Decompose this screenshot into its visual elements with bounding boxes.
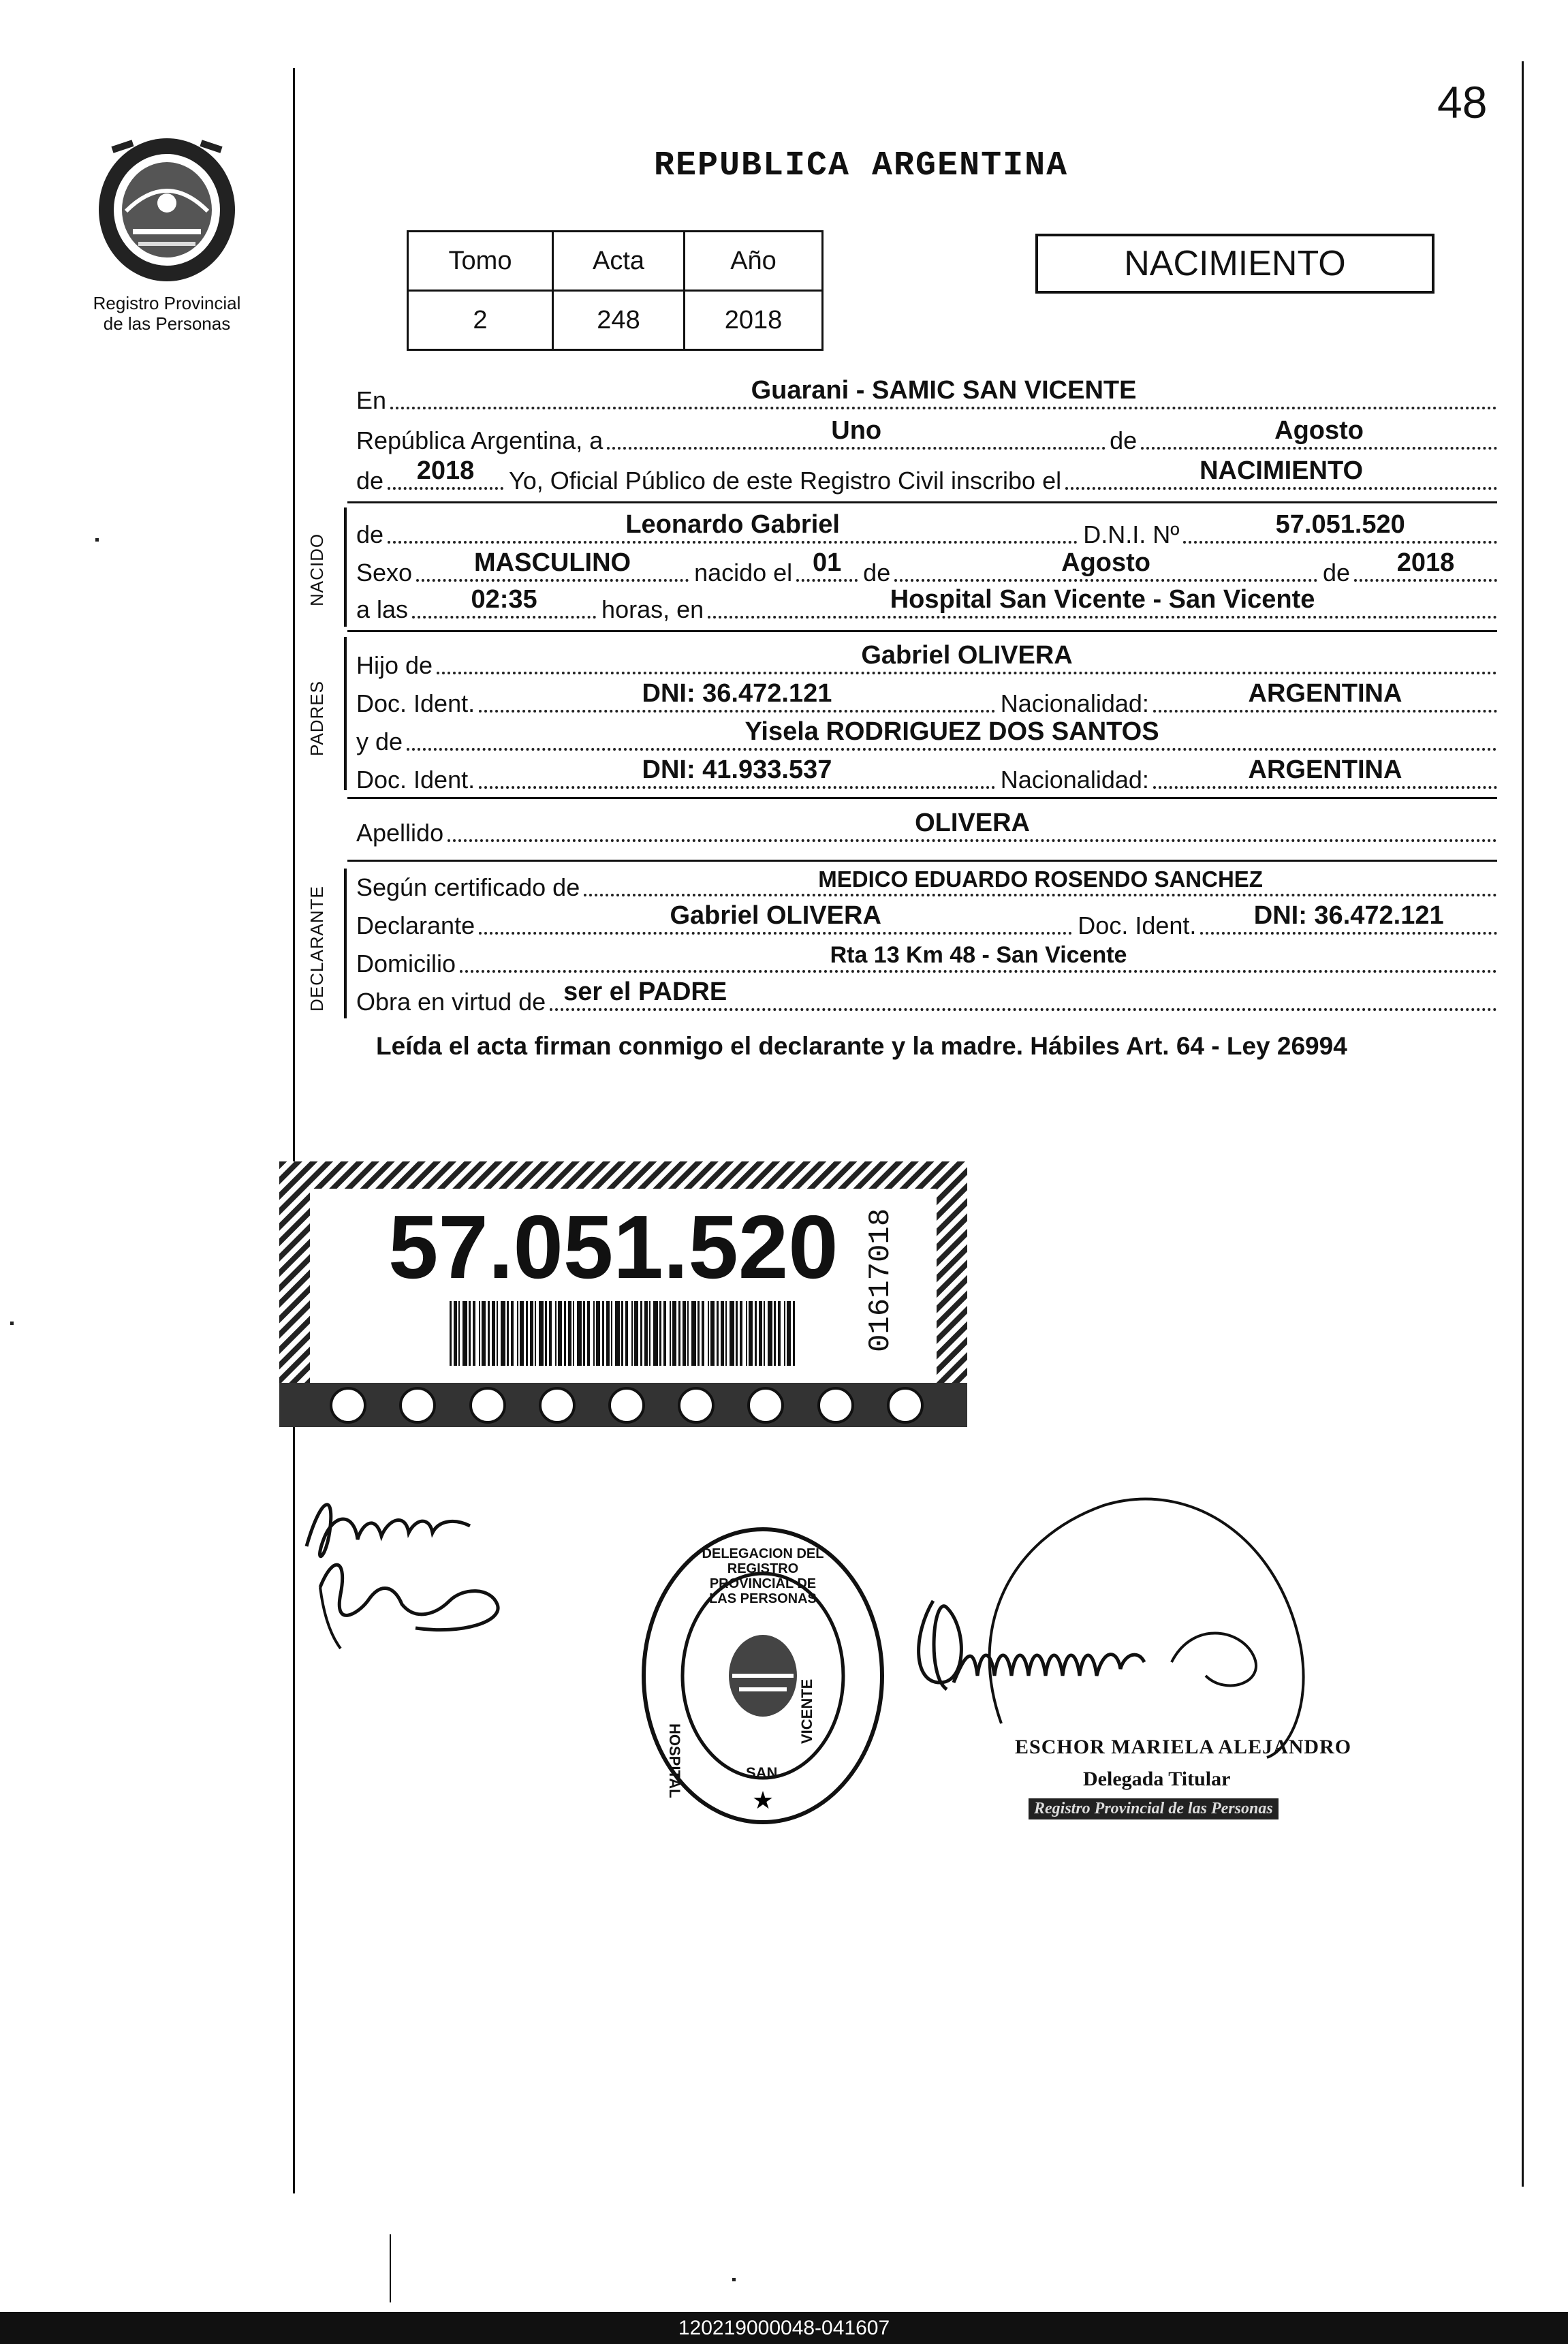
field-mother	[407, 715, 1497, 751]
section-bar-declarante	[344, 869, 347, 1018]
value-acta: 248	[553, 291, 685, 350]
barcode-bar	[793, 1301, 795, 1366]
label-de-2: de	[356, 467, 384, 495]
barcode-bar	[687, 1301, 689, 1366]
barcode-bar	[631, 1301, 633, 1366]
caption-line-2: de las Personas	[103, 313, 231, 334]
r-mark-icon	[399, 1387, 436, 1424]
barcode-bar	[717, 1301, 719, 1366]
row-declarante	[356, 903, 1497, 940]
row-certificado	[356, 865, 1497, 902]
value-tomo: 2	[408, 291, 553, 350]
value-day-word: Uno	[831, 416, 882, 445]
label-horas-en: horas, en	[601, 595, 704, 623]
value-obra: ser el PADRE	[563, 978, 727, 1006]
value-declarante: Gabriel OLIVERA	[670, 901, 881, 930]
row-en	[356, 378, 1497, 415]
label-mother-doc: Doc. Ident.	[356, 766, 475, 794]
closing-note: Leída el acta firman conmigo el declarante y la madre. Hábiles Art. 64 - Ley 26994	[376, 1032, 1347, 1060]
label-nacido-el: nacido el	[694, 559, 793, 587]
barcode-bar	[492, 1301, 495, 1366]
value-dni: 57.051.520	[1275, 510, 1405, 539]
barcode-bar	[725, 1301, 727, 1366]
sticker-r-marks	[313, 1386, 940, 1424]
value-names: Leonardo Gabriel	[625, 510, 840, 539]
field-names	[388, 508, 1078, 544]
barcode-bar	[555, 1301, 556, 1366]
barcode-bar	[644, 1301, 648, 1366]
barcode-bar	[479, 1301, 480, 1366]
barcode-bar	[697, 1301, 700, 1366]
barcode-bar	[535, 1301, 536, 1366]
scan-speck	[95, 538, 99, 542]
country-title: REPUBLICA ARGENTINA	[654, 146, 1069, 185]
row-apellido	[356, 811, 1497, 847]
row-y-de	[356, 719, 1497, 756]
section-label-declarante: DECLARANTE	[307, 886, 327, 1012]
barcode-bar	[746, 1301, 747, 1366]
r-mark-icon	[678, 1387, 715, 1424]
field-declarante	[479, 899, 1072, 935]
barcode-bar	[497, 1301, 498, 1366]
barcode-bar	[774, 1301, 776, 1366]
barcode-bar	[670, 1301, 671, 1366]
r-mark-icon	[747, 1387, 784, 1424]
barcode-bar	[511, 1301, 514, 1366]
barcode-bar	[755, 1301, 757, 1366]
label-de-1: de	[1110, 426, 1138, 454]
field-year	[388, 454, 503, 490]
barcode-bar	[702, 1301, 704, 1366]
barcode-bar	[740, 1301, 742, 1366]
barcode-bar	[611, 1301, 612, 1366]
section-bar-nacido	[344, 507, 347, 627]
value-domicilio: Rta 13 Km 48 - San Vicente	[830, 942, 1127, 968]
scan-speck	[10, 1322, 14, 1325]
seal-inner-bottom: SAN	[746, 1764, 778, 1781]
field-birth-year	[1354, 546, 1497, 582]
footer-code: 120219000048-041607	[0, 2312, 1568, 2344]
row-nacido-name	[356, 512, 1497, 549]
label-republica: República Argentina, a	[356, 426, 603, 454]
value-time: 02:35	[471, 585, 537, 614]
label-decl-doc: Doc. Ident.	[1078, 911, 1197, 939]
value-certificado: MEDICO EDUARDO ROSENDO SANCHEZ	[818, 866, 1263, 892]
header-tomo: Tomo	[408, 232, 553, 291]
barcode-bar	[708, 1301, 709, 1366]
row-hijo-de	[356, 643, 1497, 680]
barcode-bar	[625, 1301, 628, 1366]
value-father-nat: ARGENTINA	[1248, 679, 1402, 708]
field-father	[437, 639, 1497, 674]
value-year: 2018	[416, 456, 475, 485]
barcode-bar	[749, 1301, 753, 1366]
label-de: de	[356, 520, 384, 548]
barcode-bar	[526, 1301, 528, 1366]
value-birth-month: Agosto	[1061, 548, 1151, 577]
field-apellido	[448, 807, 1497, 842]
label-dni: D.N.I. Nº	[1083, 520, 1180, 548]
field-day-word	[607, 414, 1106, 450]
scan-speck	[732, 2278, 736, 2281]
value-father-doc: DNI: 36.472.121	[642, 679, 832, 708]
barcode-bar	[454, 1301, 457, 1366]
field-mother-nat	[1153, 753, 1497, 789]
barcode-bar	[587, 1301, 590, 1366]
barcode-bar	[663, 1301, 666, 1366]
barcode-bar	[649, 1301, 650, 1366]
barcode-bar	[501, 1301, 505, 1366]
barcode-bar	[784, 1301, 785, 1366]
section-label-padres: PADRES	[307, 681, 327, 756]
divider-2	[347, 630, 1497, 632]
section-label-nacido: NACIDO	[307, 533, 327, 606]
field-dni	[1183, 508, 1497, 544]
label-certificado: Según certificado de	[356, 873, 580, 901]
value-birth-place: Hospital San Vicente - San Vicente	[890, 585, 1315, 614]
barcode-bar	[482, 1301, 486, 1366]
stamp-name-line: ESCHOR MARIELA ALEJANDRO	[1015, 1736, 1352, 1758]
row-domicilio	[356, 941, 1497, 978]
value-act-word: NACIMIENTO	[1199, 456, 1364, 485]
r-mark-icon	[608, 1387, 645, 1424]
act-type-box: NACIMIENTO	[1035, 234, 1434, 294]
barcode-bar	[545, 1301, 547, 1366]
barcode-bar	[517, 1301, 518, 1366]
label-obra: Obra en virtud de	[356, 988, 546, 1016]
divider-1	[347, 501, 1497, 503]
field-birth-month	[894, 546, 1317, 582]
barcode-bar	[596, 1301, 600, 1366]
value-father: Gabriel OLIVERA	[861, 641, 1073, 670]
header-ano: Año	[685, 232, 823, 291]
label-apellido: Apellido	[356, 819, 444, 847]
field-father-nat	[1153, 677, 1497, 713]
field-day	[796, 546, 858, 582]
label-en: En	[356, 386, 387, 414]
field-birth-place	[708, 583, 1497, 619]
barcode-bar	[736, 1301, 738, 1366]
declarant-signature	[293, 1485, 518, 1669]
sticker-serial: 01617018	[864, 1208, 898, 1352]
registry-caption	[75, 293, 259, 334]
barcode-bar	[787, 1301, 791, 1366]
barcode-bar	[530, 1301, 533, 1366]
barcode-bar	[640, 1301, 642, 1366]
row-father-doc	[356, 681, 1497, 718]
field-mother-doc	[479, 753, 995, 789]
barcode-bar	[602, 1301, 604, 1366]
seal-inner-left: HOSPITAL	[666, 1723, 683, 1798]
barcode-bar	[730, 1301, 734, 1366]
field-father-doc	[479, 677, 995, 713]
row-obra	[356, 980, 1497, 1016]
r-mark-icon	[469, 1387, 506, 1424]
header-acta: Acta	[553, 232, 685, 291]
field-domicilio	[460, 937, 1497, 973]
barcode-bar	[469, 1301, 471, 1366]
field-time	[412, 583, 596, 619]
label-mother-nat: Nacionalidad:	[1000, 766, 1149, 794]
r-mark-icon	[817, 1387, 854, 1424]
stamp-role-line: Delegada Titular	[1083, 1768, 1231, 1790]
barcode-bar	[691, 1301, 696, 1366]
label-father-doc: Doc. Ident.	[356, 689, 475, 717]
value-decl-doc: DNI: 36.472.121	[1253, 901, 1444, 930]
province-emblem-icon	[85, 129, 249, 286]
barcode-bar	[659, 1301, 661, 1366]
field-place	[390, 374, 1497, 409]
field-act-word	[1065, 454, 1497, 490]
label-a-las: a las	[356, 595, 409, 623]
value-place: Guarani - SAMIC SAN VICENTE	[751, 376, 1137, 405]
row-republica	[356, 418, 1497, 455]
barcode-bar	[473, 1301, 475, 1366]
row-nacido-time	[356, 587, 1497, 624]
field-obra	[550, 975, 1497, 1011]
stamp-seal-line: Registro Provincial de las Personas	[1029, 1798, 1279, 1819]
dni-sticker	[279, 1161, 967, 1427]
sticker-dni-number: 57.051.520	[388, 1197, 838, 1297]
field-month	[1141, 414, 1497, 450]
barcode-bar	[488, 1301, 490, 1366]
field-decl-doc	[1200, 899, 1497, 935]
barcode-bar	[634, 1301, 638, 1366]
left-margin-line	[293, 68, 295, 2193]
row-mother-doc	[356, 757, 1497, 794]
label-declarante: Declarante	[356, 911, 475, 939]
barcode-bar	[678, 1301, 680, 1366]
barcode-bar	[558, 1301, 562, 1366]
label-domicilio: Domicilio	[356, 950, 456, 978]
label-de-year: de	[1322, 559, 1350, 587]
value-mother-nat: ARGENTINA	[1248, 755, 1402, 784]
r-mark-icon	[330, 1387, 366, 1424]
value-month: Agosto	[1274, 416, 1364, 445]
value-day: 01	[813, 548, 842, 577]
barcode-bar	[520, 1301, 524, 1366]
svg-text:★: ★	[751, 1786, 774, 1814]
seal-ring-text: DELEGACION DEL REGISTRO PROVINCIAL DE LAS PERSONAS	[702, 1546, 824, 1606]
barcode-bar	[577, 1301, 582, 1366]
value-apellido: OLIVERA	[915, 809, 1030, 837]
row-nacido-sex	[356, 550, 1497, 587]
r-mark-icon	[887, 1387, 924, 1424]
barcode-bar	[549, 1301, 552, 1366]
label-de-month: de	[863, 559, 891, 587]
barcode-bar	[672, 1301, 676, 1366]
barcode-bar	[615, 1301, 620, 1366]
barcode-bar	[721, 1301, 724, 1366]
barcode-bar	[768, 1301, 772, 1366]
label-father-nat: Nacionalidad:	[1000, 689, 1149, 717]
book-reference-table	[407, 230, 824, 351]
label-hijo-de: Hijo de	[356, 651, 433, 679]
label-y-de: y de	[356, 728, 403, 755]
barcode-bar	[450, 1301, 452, 1366]
row-statement	[356, 458, 1497, 495]
barcode-bar	[458, 1301, 460, 1366]
barcode-bar	[778, 1301, 781, 1366]
barcode-bar	[568, 1301, 571, 1366]
field-certificado	[584, 861, 1497, 896]
barcode-bar	[564, 1301, 566, 1366]
barcode-bar	[764, 1301, 765, 1366]
barcode-bar	[462, 1301, 467, 1366]
section-bar-padres	[344, 637, 347, 790]
seal-inner-right: VICENTE	[798, 1678, 815, 1744]
value-ano: 2018	[685, 291, 823, 350]
label-sexo: Sexo	[356, 559, 413, 587]
value-mother-doc: DNI: 41.933.537	[642, 755, 832, 784]
barcode-bar	[539, 1301, 544, 1366]
barcode-bar	[653, 1301, 658, 1366]
barcode-bar	[593, 1301, 595, 1366]
barcode-bar	[606, 1301, 610, 1366]
barcode-bar	[759, 1301, 762, 1366]
barcode-bar	[507, 1301, 509, 1366]
field-sexo	[416, 546, 689, 582]
divider-3	[347, 797, 1497, 799]
barcode-bar	[583, 1301, 585, 1366]
r-mark-icon	[539, 1387, 576, 1424]
barcode-bar	[621, 1301, 623, 1366]
value-birth-year: 2018	[1396, 548, 1455, 577]
barcode-bar	[710, 1301, 715, 1366]
caption-line-1: Registro Provincial	[93, 293, 241, 313]
right-margin-line	[1522, 61, 1524, 2187]
barcode-bar	[683, 1301, 686, 1366]
value-mother: Yisela RODRIGUEZ DOS SANTOS	[744, 717, 1159, 746]
barcode-bar	[573, 1301, 574, 1366]
left-margin-line-lower	[390, 2234, 391, 2302]
barcode	[450, 1301, 804, 1366]
statement-text: Yo, Oficial Público de este Registro Civil inscribo el	[509, 467, 1062, 495]
value-sexo: MASCULINO	[474, 548, 631, 577]
page-number: 48	[1437, 77, 1488, 127]
